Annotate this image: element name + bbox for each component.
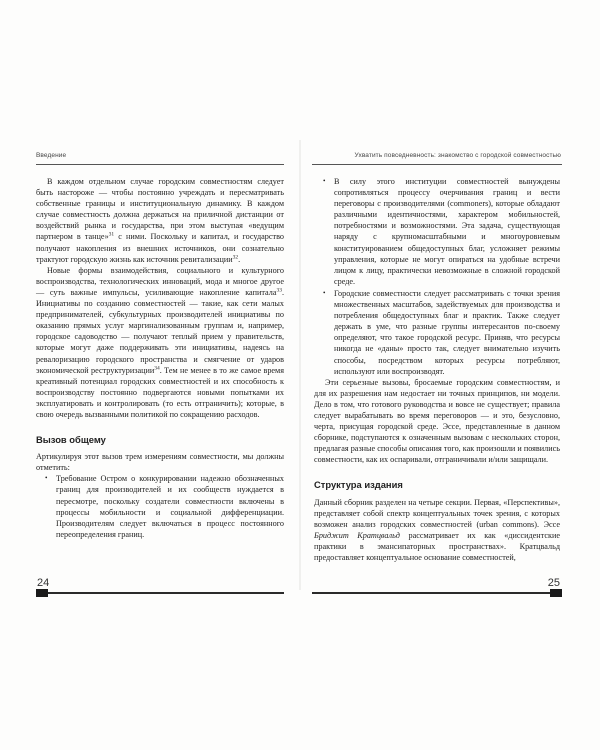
section-heading: Структура издания: [314, 479, 403, 491]
bullet-icon: •: [323, 177, 326, 185]
paragraph: Эти серьезные вызовы, бросаемые городским совместностям, и для их разрешения нам недостает ни точных принципов, ни модели. Дело в том, что готового руководства и вовсе не существует; правила следует вырабатывать во время переговоров — и это, безусловно, черта, присущая городской среде. Эссе, представленные в данном сборнике, подступаются к означенным вызовам с нескольких сторон, предлагая разные способы описания того, как произошли и появились совместности, как их оспаривали, отграничивали и/или защищали.: [314, 377, 560, 465]
right-footer-rule: [312, 592, 562, 594]
footnote-ref: 32: [232, 253, 239, 260]
footnote-ref: 34: [154, 364, 160, 371]
bullet-icon: •: [323, 288, 326, 297]
bullet-icon: •: [45, 474, 48, 483]
bullet-list: [36, 473, 284, 540]
left-running-head: Введение: [36, 152, 67, 159]
author-name: Бриджит Кратцвальд: [314, 530, 400, 540]
paragraph: Новые формы взаимодействия, социального и культурного воспроизводства, технологических инноваций, мода и многое другое — суть важные импульсы, усиливающие накопление капитала$^{33}$. Инициативы по созданию совместностей — такие, как сети малых предпринимателей, субкультурных производителей инициативы по оказанию прямых услуг маргинализованным группам и, например, городское садоводство — получают теплый прием у правительств, которые могут даже поддерживать эти инициативы, надеясь на ревалоризацию городского пространства и смягчение от ударов экономической реструктуризации$^{34}$. Тем не менее в то же самое время креативный потенциал городских совместностей и их способность к воспроизводству постоянно подвергаются новыми попытками их эксплуатировать и контролировать (то есть отграничить); которые, в свою очередь вызванными политикой по сокращению расходов.: [36, 265, 284, 419]
list-item: • Городские совместности следует рассматривать с точки зрения множественных масштабов, задействуемых для производства и потребления общедоступных благ и практик. Также следует держать в уме, что разные группы интересантов по-своему определяют, что такое городской ресурс. Приняв, что ресурсы никогда не «даны» просто так, следует внимательно изучить способы, посредством которых ресурсы потребляют, используют или воспроизводят.: [323, 288, 560, 376]
section-intro: Артикулируя этот вызов трем измерениям совместности, мы должны отметить:: [36, 452, 284, 473]
left-footer-mark: [36, 589, 48, 597]
footnote-ref: 33: [276, 287, 282, 294]
left-header-rule: [36, 164, 284, 165]
right-header-rule: [312, 164, 562, 165]
list-item: • Требование Остром о конкурировании надежно обозначенных границ для производителей и их сообществ нуждается в пересмотре, поскольку создатели совместности включены в процессы мобильности и социальной дифференциации. Производителям следует включаться в процесс постоянного переопределения границ.: [45, 474, 284, 539]
right-running-head: Ухватить повседневность: знакомство с городской совместностью: [354, 152, 561, 159]
right-page: [300, 0, 600, 750]
bullet-list: [314, 176, 560, 377]
footnote-ref: 31: [108, 231, 115, 238]
right-footer-mark: [550, 589, 562, 597]
right-page-number: 25: [547, 577, 560, 589]
right-page-text: [314, 176, 560, 563]
left-page-number: 24: [37, 577, 50, 589]
paragraph: Данный сборник разделен на четыре секции. Первая, «Перспективы», представляет собой спектр концептуальных точек зрения, с которых возможен анализ городских совместностей (urban commons). Эссе Бриджит Кратцвальд рассматривает их как «диссидентские практики в эмансипаторных пространствах». Кратцвальд предоставляет концептуальное основание совместностей,: [314, 497, 560, 562]
left-page-text: [36, 176, 284, 540]
left-footer-rule: [36, 592, 284, 594]
section-heading: Вызов общему: [36, 434, 106, 446]
paragraph: В каждом отдельном случае городским совместностям следует быть настороже — чтобы постоянно учреждать и пересматривать собственные границы и институциональную динамику. В каждом случае совместность должна держаться на приличной дистанции от воздействий рынка и государства, при этом выступая «ведущим партнером в танце»$^{31}$ с ними. Поскольку и капитал, и государство получают накопления из внешних источников, они сознательно трактуют городскую жизнь как источник ревитализации$^{32}$.: [36, 177, 284, 264]
list-item: • В силу этого институции совместностей вынуждены сопротивляться процессу очерчивания границ и вести переговоры с производителями (commoners), которые обладают различными идентичностями, характером мобильностей, потребностями и возможностями. Эта задача, существующая наряду с крупномасштабными и многоуровневым конституированием общедоступных благ, усложняет режимы управления, которые не могут опираться на удобные встречи лицом к лицу, практически невозможные в сложной городской среде.: [323, 177, 560, 286]
